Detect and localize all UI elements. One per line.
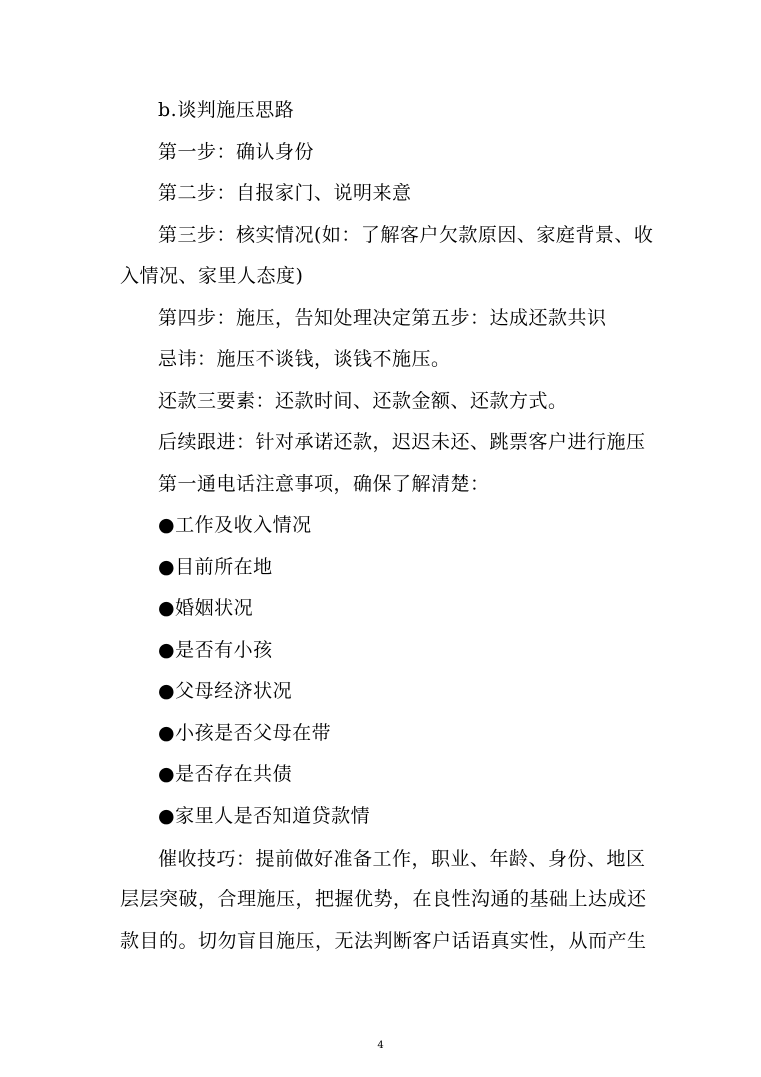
bullet-item: ●婚姻状况	[158, 597, 254, 619]
page-number: 4	[377, 1040, 384, 1051]
paragraph-line: 入情况、家里人态度)	[120, 265, 304, 287]
paragraph-line: 还款三要素：还款时间、还款金额、还款方式。	[158, 390, 568, 412]
paragraph-line: 第四步：施压，告知处理决定第五步：达成还款共识	[158, 307, 607, 329]
bullet-item: ●是否有小孩	[158, 639, 273, 661]
paragraph-line: 忌讳：施压不谈钱，谈钱不施压。	[158, 348, 451, 370]
section-heading: b.谈判施压思路	[158, 99, 295, 121]
paragraph-line: 第二步：自报家门、说明来意	[158, 182, 412, 204]
paragraph-line: 层层突破，合理施压，把握优势，在良性沟通的基础上达成还	[120, 888, 647, 910]
paragraph-line: 第三步：核实情况(如：了解客户欠款原因、家庭背景、收	[158, 224, 654, 246]
bullet-item: ●目前所在地	[158, 556, 273, 578]
paragraph-line: 款目的。切勿盲目施压，无法判断客户话语真实性，从而产生	[120, 930, 647, 952]
paragraph-line: 催收技巧：提前做好准备工作，职业、年龄、身份、地区	[158, 848, 646, 870]
paragraph-line: 后续跟进：针对承诺还款，迟迟未还、跳票客户进行施压	[158, 431, 646, 453]
bullet-item: ●家里人是否知道贷款情	[158, 805, 371, 827]
paragraph-line: 第一通电话注意事项，确保了解清楚：	[158, 473, 490, 495]
bullet-item: ●父母经济状况	[158, 680, 293, 702]
bullet-item: ●小孩是否父母在带	[158, 722, 332, 744]
paragraph-line: 第一步：确认身份	[158, 141, 315, 163]
bullet-item: ●工作及收入情况	[158, 514, 312, 536]
bullet-item: ●是否存在共债	[158, 763, 293, 785]
